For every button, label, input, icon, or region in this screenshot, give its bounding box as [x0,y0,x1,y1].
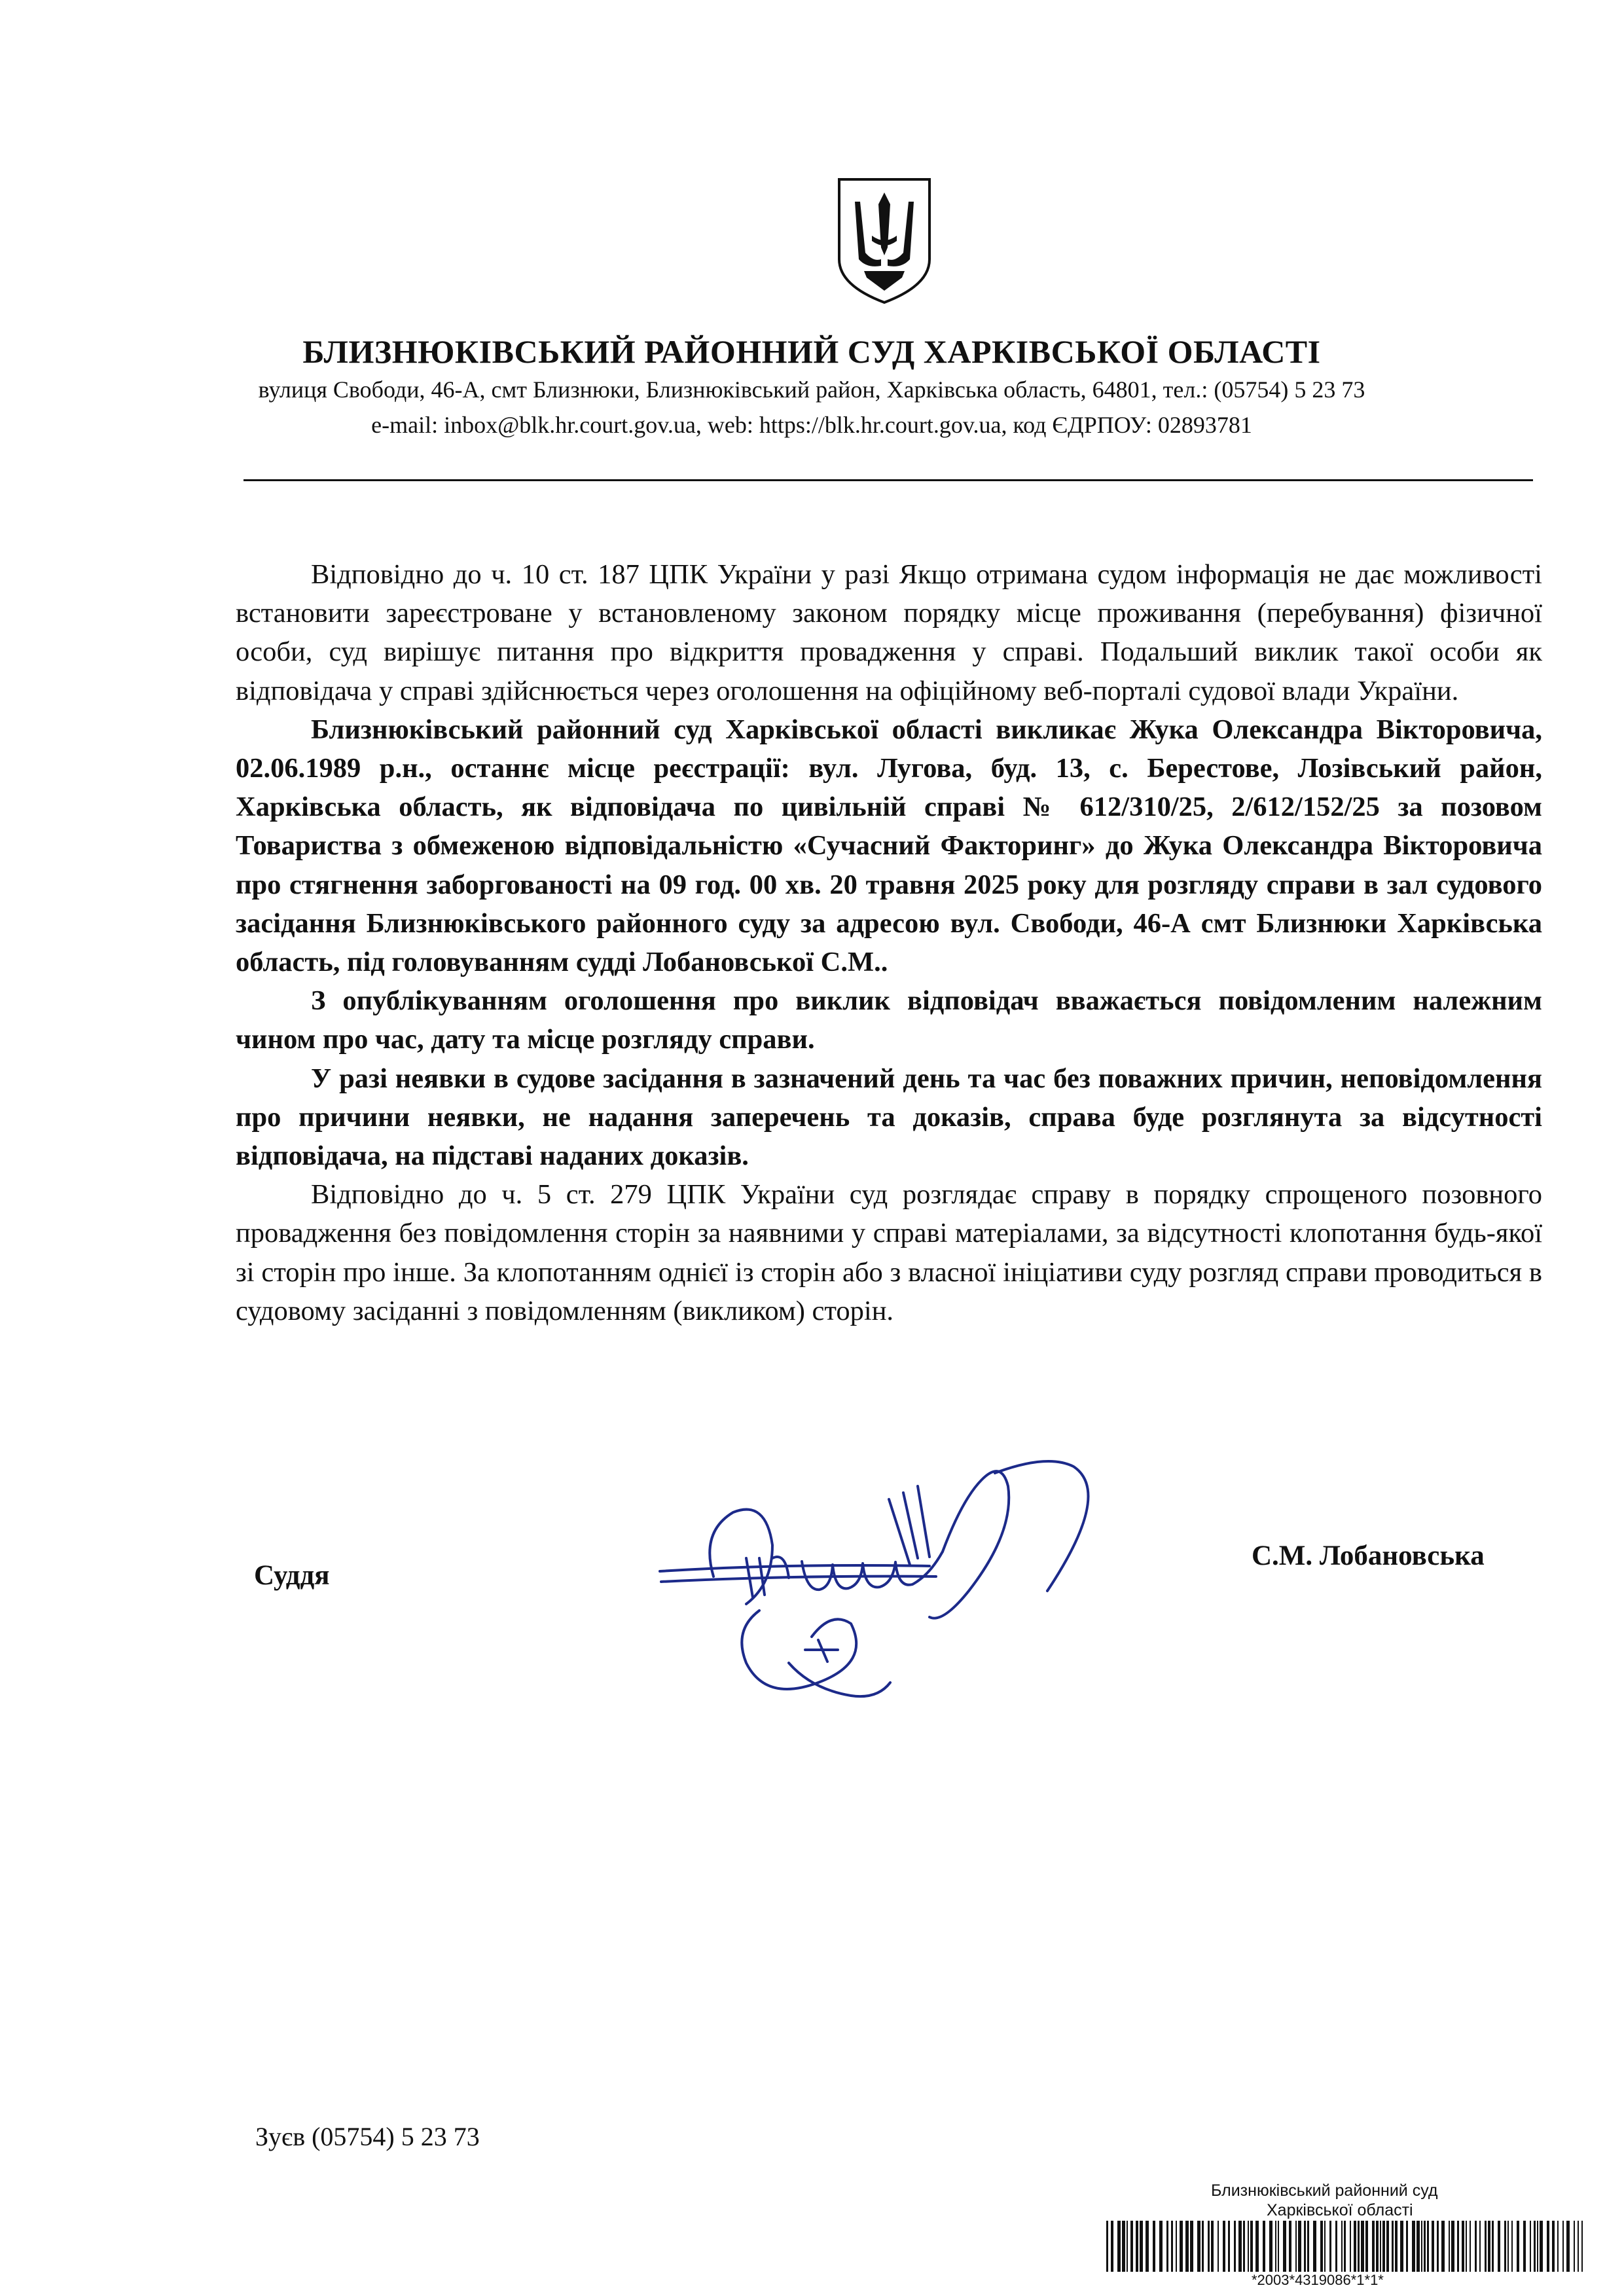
paragraph-simplified-procedure: Відповідно до ч. 5 ст. 279 ЦПК України суд розглядає справу в порядку спрощеного позовного провадження без повідомлення сторін за наявними у справі матеріалами, за відсутності клопотання будь-якої зі сторін про інше. За клопотанням однієї із сторін або з власної ініціативи суду розгляд справи проводиться в судовому засіданні з повідомленням (викликом) сторін. [236,1179,1542,1326]
paragraph-notification: З опублікуванням оголошення про виклик відповідач вважається повідомленим належним чином про час, дату та місце розгляду справи. [236,985,1542,1055]
court-contacts [196,372,1427,443]
judge-signature [655,1453,1126,1728]
executor-contact: Зуєв (05754) 5 23 73 [255,2122,480,2151]
judge-name: С.М. Лобановська [1252,1540,1485,1571]
trident-icon [835,175,933,306]
court-title: БЛИЗНЮКІВСЬКИЙ РАЙОННИЙ СУД ХАРКІВСЬКОЇ ОБЛАСТІ [302,333,1321,370]
judge-role: Суддя [254,1560,330,1591]
notice-body [236,555,1542,1330]
paragraph-summons: Близнюківський районний суд Харківської області викликає Жука Олександра Вікторовича, 02.06.1989 р.н., останнє місце реєстрації: вул. Лугова, буд. 13, с. Берестове, Лозівський район, Харківська область, як відповідача по цивільній справі № 612/310/25, 2/612/152/25 за позовом Товариства з обмеженою відповідальністю «Сучасний Факторинг» до Жука Олександра Вікторовича про стягнення заборгованості на 09 год. 00 хв. 20 травня 2025 року для розгляду справи в зал судового засідання Близнюківського районного суду за адресою вул. Свободи, 46-А смт Близнюки Харківська область, під головуванням судді Лобановської С.М.. [236,714,1542,978]
barcode [1105,2221,1586,2272]
registry-stamp-court: Близнюківський районний суд [1211,2181,1438,2200]
registry-stamp-region: Харківської області [1267,2201,1413,2219]
header-divider [244,479,1533,481]
barcode-number: *2003*4319086*1*1* [1252,2272,1384,2288]
paragraph-legal-basis: Відповідно до ч. 10 ст. 187 ЦПК України у разі Якщо отримана судом інформація не дає можливості встановити зареєстроване у встановленому законом порядку місце проживання (перебування) фізичної особи, суд вирішує питання про відкриття провадження у справі. Подальший виклик такої особи як відповідача у справі здійснюється через оголошення на офіційному веб-порталі судової влади України. [236,559,1542,706]
court-address: вулиця Свободи, 46-А, смт Близнюки, Близнюківський район, Харківська область, 64801, тел.: (05754) 5 23 73 [258,376,1365,403]
paragraph-absence-consequences: У разі неявки в судове засідання в зазначений день та час без поважних причин, неповідомлення про причини неявки, не надання заперечень та доказів, справа буде розглянута за відсутності відповідача, на підставі наданих доказів. [236,1063,1542,1172]
court-email-web: e-mail: inbox@blk.hr.court.gov.ua, web: https://blk.hr.court.gov.ua, код ЄДРПОУ: 02893781 [371,412,1252,438]
